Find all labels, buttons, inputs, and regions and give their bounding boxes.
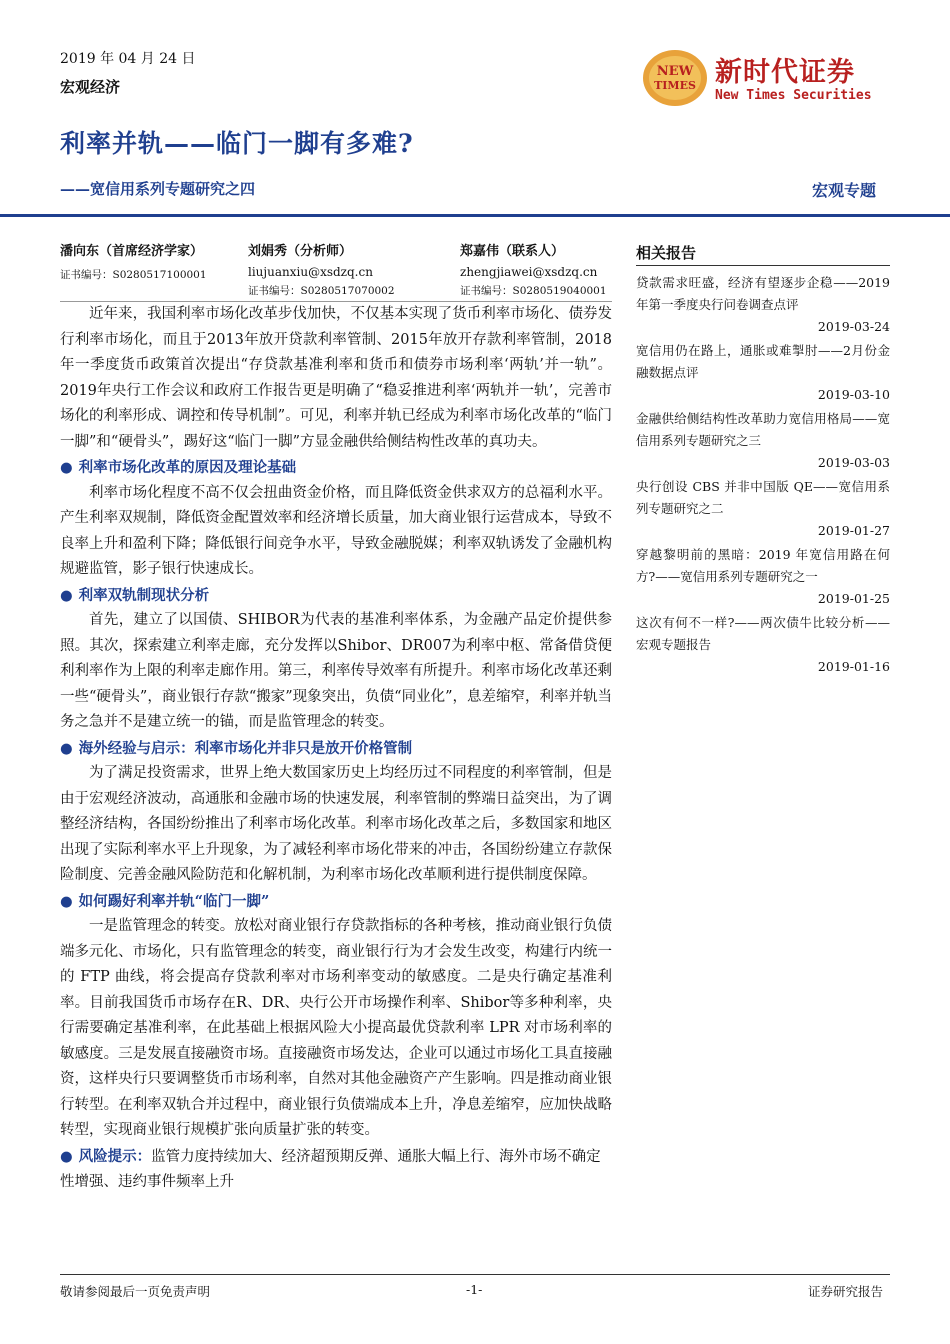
related-reports-sidebar [636, 242, 890, 680]
brand-logo-icon [640, 47, 710, 109]
author-cert: 证书编号：S0280517070002 [248, 285, 395, 297]
related-report-item[interactable] [636, 476, 890, 542]
author-block [248, 240, 395, 298]
author-name: 刘娟秀（分析师） [248, 244, 353, 259]
author-cert: 证书编号：S0280517100001 [60, 269, 207, 281]
brand-name-en: New Times Securities [715, 88, 872, 103]
related-report-date: 2019-01-25 [817, 591, 890, 606]
section-heading: ● 如何踢好利率并轨“临门一脚” [60, 892, 270, 910]
sidebar-divider [636, 265, 890, 266]
section-heading: ● 利率市场化改革的原因及理论基础 [60, 459, 297, 476]
footer-divider [60, 1274, 890, 1275]
author-name: 郑嘉伟（联系人） [460, 244, 565, 259]
report-category: 宏观经济 [60, 78, 121, 96]
bullet-icon: ● [60, 739, 73, 757]
related-report-title[interactable]: 贷款需求旺盛，经济有望逐步企稳——2019年第一季度央行问卷调查点评 [636, 275, 890, 312]
report-type-tag: 宏观专题 [812, 181, 877, 200]
related-report-date: 2019-01-16 [817, 659, 890, 674]
author-email[interactable]: liujuanxiu@xsdzq.cn [248, 265, 373, 279]
section-paragraph: 一是监管理念的转变。放松对商业银行存贷款指标的各种考核，推动商业银行负债端多元化、市场化，只有监管理念的转变，商业银行行为才会发生改变，构建行内统一的 FTP 曲线，将会提高存贷款利率对市场利率变动的敏感度。二是央行确定基准利率。目前我国货币市场存在R、DR、央行公开市场操作利率、Shibor等多种利率，央行需要确定基准利率，在此基础上根据风险大小提高最优贷款利率 LPR 对市场利率的敏感度。三是发展直接融资市场。直接融资市场发达，企业可以通过市场化工具直接融资，这样央行只要调整货币市场利率，自然对其他金融资产产生影响。四是推动商业银行转型。在利率双轨合并过程中，商业银行负债端成本上升，净息差缩窄，应加快战略转型，实现商业银行规模扩张向质量扩张的转变。 [60, 918, 612, 1138]
page-number: -1- [466, 1282, 483, 1297]
related-report-title[interactable]: 这次有何不一样?——两次债牛比较分析——宏观专题报告 [636, 615, 890, 652]
section-paragraph: 为了满足投资需求，世界上绝大数国家历史上均经历过不同程度的利率管制，但是由于宏观经济波动，高通胀和金融市场的快速发展，利率管制的弊端日益突出，为了调整经济结构，各国纷纷推出了利率市场化改革。利率市场化改革之后，多数国家和地区出现了实际利率水平上升现象，为了减轻利率市场化带来的冲击，各国纷纷建立存款保险制度、完善金融风险防范和化解机制，为利率市场化改革顺利进行提供制度保障。 [60, 765, 612, 883]
related-report-date: 2019-01-27 [817, 523, 890, 538]
related-report-item[interactable] [636, 340, 890, 406]
related-report-title[interactable]: 金融供给侧结构性改革助力宽信用格局——宽信用系列专题研究之三 [636, 411, 890, 448]
related-report-title[interactable]: 央行创设 CBS 并非中国版 QE——宽信用系列专题研究之二 [636, 479, 890, 516]
main-content [60, 302, 612, 1196]
report-date: 2019 年 04 月 24 日 [60, 51, 196, 67]
related-report-item[interactable] [636, 544, 890, 610]
brand-name-cn: 新时代证券 [715, 57, 855, 88]
related-report-date: 2019-03-24 [817, 319, 890, 334]
author-email[interactable]: zhengjiawei@xsdzq.cn [460, 265, 598, 279]
logo-badge-text-1: NEW [656, 64, 694, 79]
footer-report-type: 证券研究报告 [808, 1284, 884, 1299]
related-report-item[interactable] [636, 612, 890, 678]
page-title: 利率并轨——临门一脚有多难? [60, 129, 414, 158]
related-report-item[interactable] [636, 408, 890, 474]
bullet-icon: ● [60, 459, 73, 476]
sidebar-heading: 相关报告 [636, 244, 697, 262]
bullet-icon: ● [60, 1148, 73, 1165]
section-heading: ● 海外经验与启示：利率市场化并非只是放开价格管制 [60, 739, 413, 757]
related-report-date: 2019-03-03 [817, 455, 890, 470]
author-block [60, 240, 207, 282]
section-paragraph: 首先，建立了以国债、SHIBOR为代表的基准利率体系，为金融产品定价提供参照。其次，探索建立利率走廊，充分发挥以Shibor、DR007为利率中枢、常备借贷便利利率作为上限的利率走廊作用。第三，利率传导效率有所提升。利率市场化改革还剩一些“硬骨头”，商业银行存款“搬家”现象突出，负债“同业化”，息差缩窄，利率并轨当务之急并不是建立统一的锚，而是监管理念的转变。 [60, 612, 612, 730]
related-report-date: 2019-03-10 [817, 387, 890, 402]
related-report-title[interactable]: 穿越黎明前的黑暗：2019 年宽信用路在何方?——宽信用系列专题研究之一 [636, 547, 890, 584]
section-paragraph: 利率市场化程度不高不仅会扭曲资金价格，而且降低资金供求双方的总福利水平。产生利率双规制，降低资金配置效率和经济增长质量，加大商业银行运营成本，导致不良率上升和盈利下降；降低银行间竞争水平，导致金融脱媒；利率双轨诱发了金融机构规避监管，影子银行快速成长。 [60, 484, 612, 577]
logo-badge-text-2: TIMES [654, 79, 696, 92]
author-block [460, 240, 607, 298]
section-heading: ● 利率双轨制现状分析 [60, 586, 210, 604]
footer-disclaimer: 敬请参阅最后一页免责声明 [60, 1284, 211, 1299]
related-report-title[interactable]: 宽信用仍在路上，通胀或难掣肘——2月份金融数据点评 [636, 343, 890, 380]
author-name: 潘向东（首席经济学家） [60, 244, 204, 259]
header-divider [0, 214, 950, 217]
author-cert: 证书编号：S0280519040001 [460, 285, 607, 297]
page-subtitle: ——宽信用系列专题研究之四 [60, 180, 256, 198]
bullet-icon: ● [60, 892, 73, 910]
related-report-item[interactable] [636, 272, 890, 338]
bullet-icon: ● [60, 586, 73, 604]
risk-warning: ● 风险提示：监管力度持续加大、经济超预期反弹、通胀大幅上行、海外市场不确定性增强、违约事件频率上升 [60, 1147, 601, 1190]
intro-paragraph: 近年来，我国利率市场化改革步伐加快，不仅基本实现了货币利率市场化、债券发行利率市场化，而且于2013年放开贷款利率管制、2015年放开存款利率管制，2018年一季度货币政策首次提出“存贷款基准利率和货币和债券市场利率‘两轨’并一轨”。2019年央行工作会议和政府工作报告更是明确了“稳妥推进利率‘两轨并一轨’，完善市场化的利率形成、调控和传导机制”。可见，利率并轨已经成为利率市场化改革的“临门一脚”和“硬骨头”，踢好这“临门一脚”方显金融供给侧结构性改革的真功夫。 [60, 306, 612, 450]
